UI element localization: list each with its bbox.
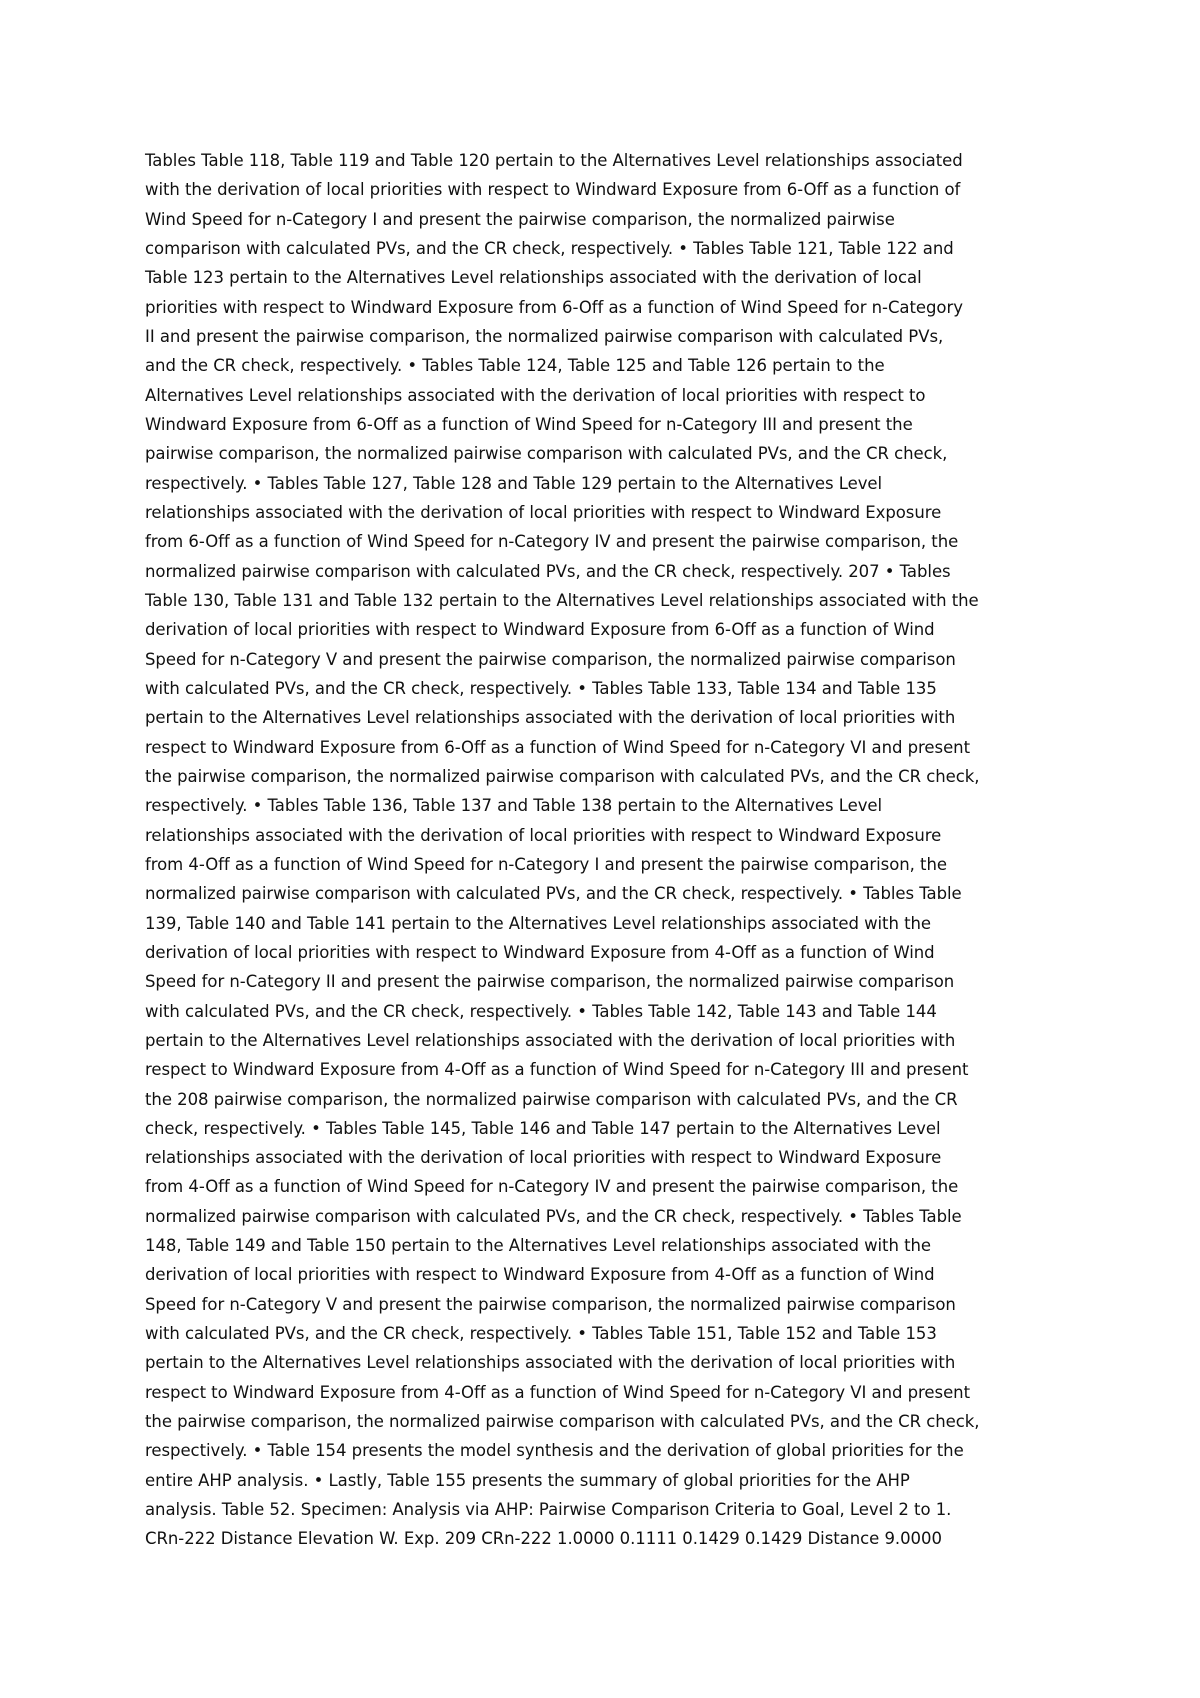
text-line: respectively. • Tables Table 136, Table 137 and Table 138 pertain to the Alternatives Level: [145, 796, 883, 816]
text-line: 139, Table 140 and Table 141 pertain to the Alternatives Level relationships associated with the: [145, 913, 932, 933]
text-line: analysis. Table 52. Specimen: Analysis via AHP: Pairwise Comparison Criteria to Goal, Level 2 to 1.: [145, 1500, 952, 1520]
text-line: respectively. • Table 154 presents the model synthesis and the derivation of global priorities for the: [145, 1441, 964, 1461]
text-line: pertain to the Alternatives Level relationships associated with the derivation of local priorities with: [145, 1030, 956, 1050]
text-line: derivation of local priorities with respect to Windward Exposure from 6-Off as a function of Wind: [145, 620, 935, 640]
text-line: pairwise comparison, the normalized pairwise comparison with calculated PVs, and the CR check,: [145, 444, 948, 464]
text-line: 148, Table 149 and Table 150 pertain to the Alternatives Level relationships associated with the: [145, 1236, 932, 1256]
text-line: the pairwise comparison, the normalized pairwise comparison with calculated PVs, and the CR check,: [145, 1412, 980, 1432]
text-line: from 6-Off as a function of Wind Speed for n-Category IV and present the pairwise comparison, the: [145, 532, 959, 552]
text-line: Alternatives Level relationships associated with the derivation of local priorities with respect to: [145, 385, 926, 405]
text-line: normalized pairwise comparison with calculated PVs, and the CR check, respectively. • Tables Table: [145, 884, 962, 904]
text-line: respect to Windward Exposure from 4-Off as a function of Wind Speed for n-Category III and present: [145, 1060, 969, 1080]
text-line: Wind Speed for n-Category I and present the pairwise comparison, the normalized pairwise: [145, 209, 895, 229]
text-line: check, respectively. • Tables Table 145, Table 146 and Table 147 pertain to the Alternatives Level: [145, 1118, 941, 1138]
text-line: the pairwise comparison, the normalized pairwise comparison with calculated PVs, and the CR check,: [145, 766, 980, 786]
text-line: the 208 pairwise comparison, the normalized pairwise comparison with calculated PVs, and the CR: [145, 1089, 958, 1109]
text-line: priorities with respect to Windward Exposure from 6-Off as a function of Wind Speed for n-Category: [145, 297, 963, 317]
text-line: respect to Windward Exposure from 6-Off as a function of Wind Speed for n-Category VI and present: [145, 737, 971, 757]
text-line: with calculated PVs, and the CR check, respectively. • Tables Table 142, Table 143 and Table 144: [145, 1001, 937, 1021]
text-line: respect to Windward Exposure from 4-Off as a function of Wind Speed for n-Category VI and present: [145, 1382, 971, 1402]
text-line: Table 123 pertain to the Alternatives Level relationships associated with the derivation of local: [145, 268, 922, 288]
text-line: relationships associated with the derivation of local priorities with respect to Windward Exposure: [145, 502, 942, 522]
text-line: Speed for n-Category II and present the pairwise comparison, the normalized pairwise comparison: [145, 972, 955, 992]
text-line: pertain to the Alternatives Level relationships associated with the derivation of local priorities with: [145, 1353, 956, 1373]
text-line: derivation of local priorities with respect to Windward Exposure from 4-Off as a function of Wind: [145, 1265, 935, 1285]
text-line: normalized pairwise comparison with calculated PVs, and the CR check, respectively. • Tables Table: [145, 1206, 962, 1226]
text-line: CRn-222 Distance Elevation W. Exp. 209 CRn-222 1.0000 0.1111 0.1429 0.1429 Distance 9.0000: [145, 1529, 942, 1549]
text-line: derivation of local priorities with respect to Windward Exposure from 4-Off as a function of Wind: [145, 942, 935, 962]
text-line: with calculated PVs, and the CR check, respectively. • Tables Table 151, Table 152 and Table 153: [145, 1324, 937, 1344]
text-line: relationships associated with the derivation of local priorities with respect to Windward Exposure: [145, 825, 942, 845]
text-line: Speed for n-Category V and present the pairwise comparison, the normalized pairwise comparison: [145, 1294, 956, 1314]
text-line: normalized pairwise comparison with calculated PVs, and the CR check, respectively. 207 • Tables: [145, 561, 951, 581]
text-line: pertain to the Alternatives Level relationships associated with the derivation of local priorities with: [145, 708, 956, 728]
text-line: Speed for n-Category V and present the pairwise comparison, the normalized pairwise comparison: [145, 649, 956, 669]
text-line: from 4-Off as a function of Wind Speed for n-Category I and present the pairwise comparison, the: [145, 854, 947, 874]
text-line: relationships associated with the derivation of local priorities with respect to Windward Exposure: [145, 1148, 942, 1168]
text-line: entire AHP analysis. • Lastly, Table 155 presents the summary of global priorities for the AHP: [145, 1470, 910, 1490]
text-line: respectively. • Tables Table 127, Table 128 and Table 129 pertain to the Alternatives Level: [145, 473, 883, 493]
body-paragraph: [145, 146, 1075, 1554]
text-line: Windward Exposure from 6-Off as a function of Wind Speed for n-Category III and present the: [145, 414, 913, 434]
text-line: Tables Table 118, Table 119 and Table 120 pertain to the Alternatives Level relationships associated: [145, 151, 963, 170]
text-line: II and present the pairwise comparison, the normalized pairwise comparison with calculated PVs,: [145, 326, 944, 346]
text-line: and the CR check, respectively. • Tables Table 124, Table 125 and Table 126 pertain to the: [145, 356, 885, 376]
text-line: comparison with calculated PVs, and the CR check, respectively. • Tables Table 121, Table 122 and: [145, 238, 954, 258]
text-line: with the derivation of local priorities with respect to Windward Exposure from 6-Off as a function of: [145, 180, 961, 200]
text-line: from 4-Off as a function of Wind Speed for n-Category IV and present the pairwise comparison, the: [145, 1177, 959, 1197]
text-line: with calculated PVs, and the CR check, respectively. • Tables Table 133, Table 134 and Table 135: [145, 678, 937, 698]
text-line: Table 130, Table 131 and Table 132 pertain to the Alternatives Level relationships associated with the: [145, 590, 979, 610]
